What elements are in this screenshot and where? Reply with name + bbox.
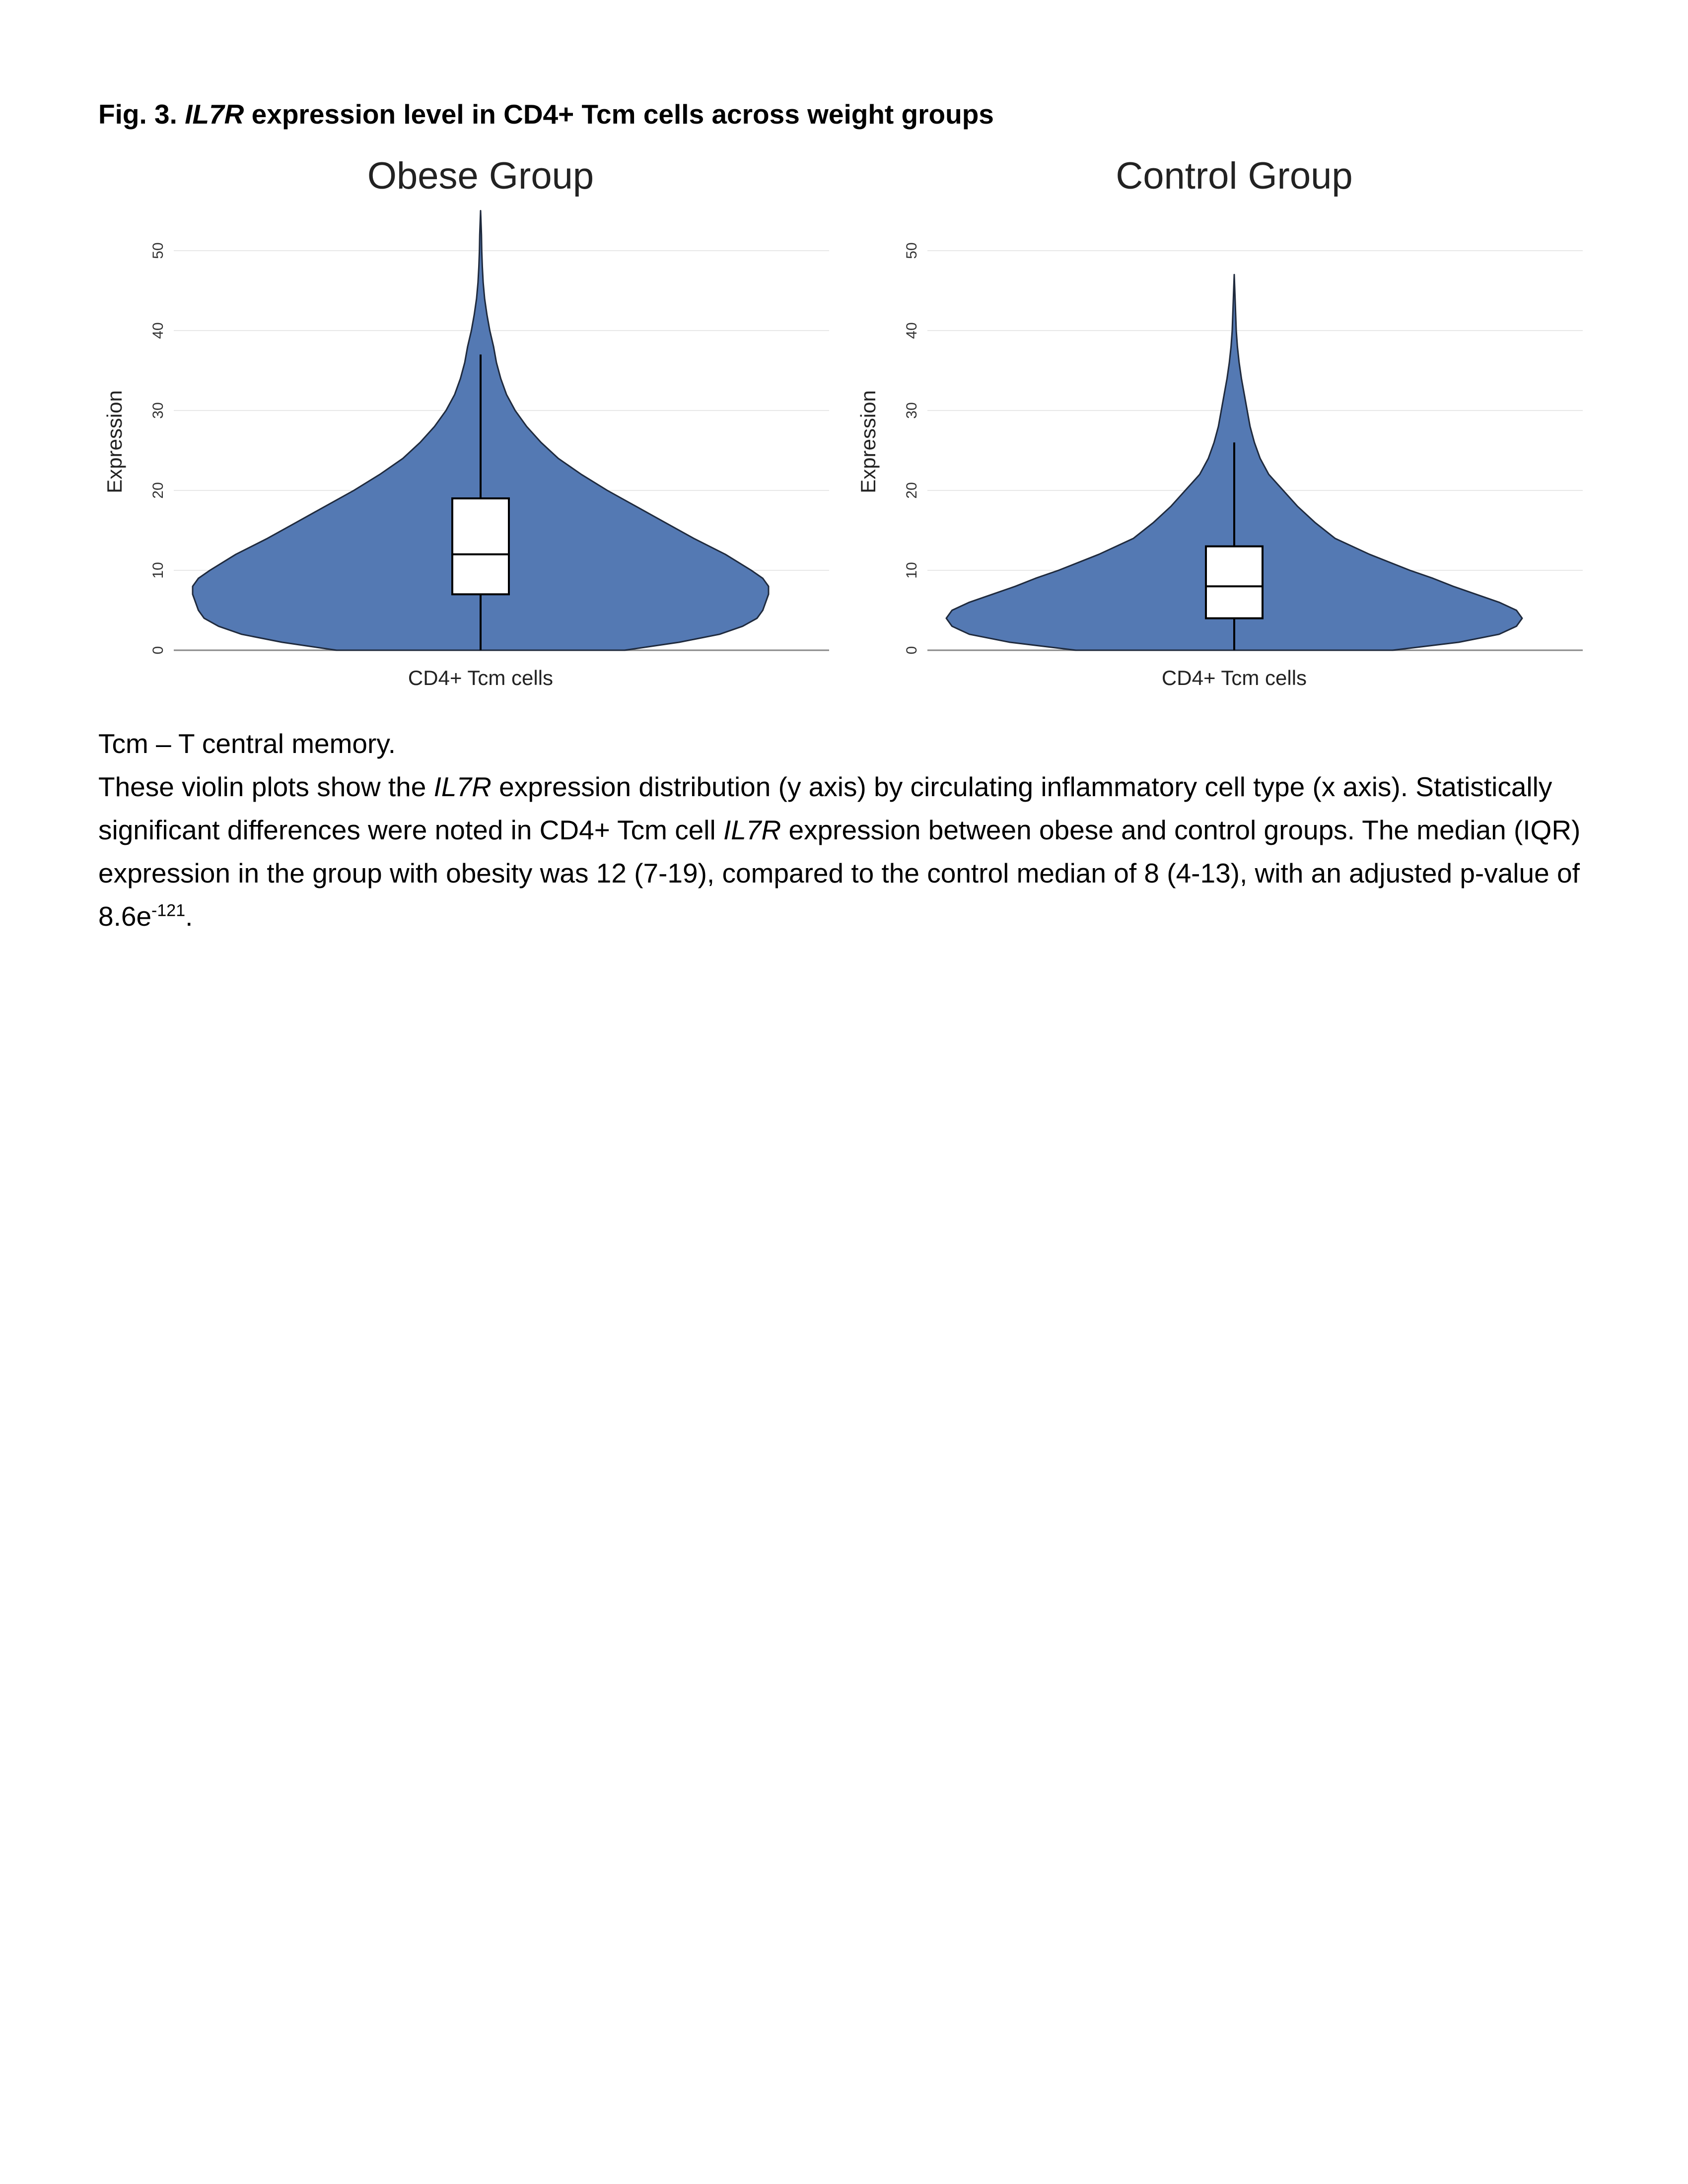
y-tick-label: 20 <box>149 482 166 499</box>
iqr-box <box>1206 546 1263 618</box>
x-category-label: CD4+ Tcm cells <box>1161 666 1307 689</box>
y-axis-label: Expression <box>103 390 126 493</box>
figure-title-prefix: Fig. 3. <box>98 99 185 130</box>
caption-exponent: -121 <box>151 901 186 920</box>
figure-caption <box>98 722 1598 938</box>
y-tick-label: 30 <box>149 402 166 419</box>
caption-text-2: expression distribution (y axis) by circulating inflammatory cell type (x axis). Statistically significant differences were noted in CD4+ Tcm cell <box>98 771 1552 845</box>
figure-title-gene: IL7R <box>185 99 244 130</box>
caption-abbreviation: Tcm – T central memory. <box>98 728 396 759</box>
iqr-box <box>452 498 509 594</box>
panel-title: Obese Group <box>367 155 594 197</box>
obese-violin-chart <box>94 144 829 715</box>
y-tick-label: 0 <box>903 646 920 655</box>
y-tick-label: 50 <box>149 242 166 259</box>
control-violin-chart <box>848 144 1583 715</box>
y-tick-label: 40 <box>149 322 166 339</box>
caption-gene-1: IL7R <box>433 771 492 802</box>
caption-text-1: These violin plots show the <box>98 771 434 802</box>
figure-title-suffix: expression level in CD4+ Tcm cells across weight groups <box>244 99 994 130</box>
y-tick-label: 20 <box>903 482 920 499</box>
panel-title: Control Group <box>1116 155 1353 197</box>
y-tick-label: 50 <box>903 242 920 259</box>
y-tick-label: 30 <box>903 402 920 419</box>
y-tick-label: 40 <box>903 322 920 339</box>
y-tick-label: 10 <box>903 562 920 579</box>
caption-text-3: expression between obese and control groups. The median (IQR) expression in the group with obesity was 12 (7-19), compared to the control median of 8 (4-13), with an adjusted p-value of 8.6e <box>98 815 1581 932</box>
y-axis-label: Expression <box>856 390 880 493</box>
figure-title <box>98 98 994 130</box>
x-category-label: CD4+ Tcm cells <box>408 666 554 689</box>
y-tick-label: 10 <box>149 562 166 579</box>
y-tick-label: 0 <box>149 646 166 655</box>
caption-gene-2: IL7R <box>723 815 781 845</box>
caption-text-4: . <box>185 901 193 932</box>
caption-description <box>98 765 1598 938</box>
